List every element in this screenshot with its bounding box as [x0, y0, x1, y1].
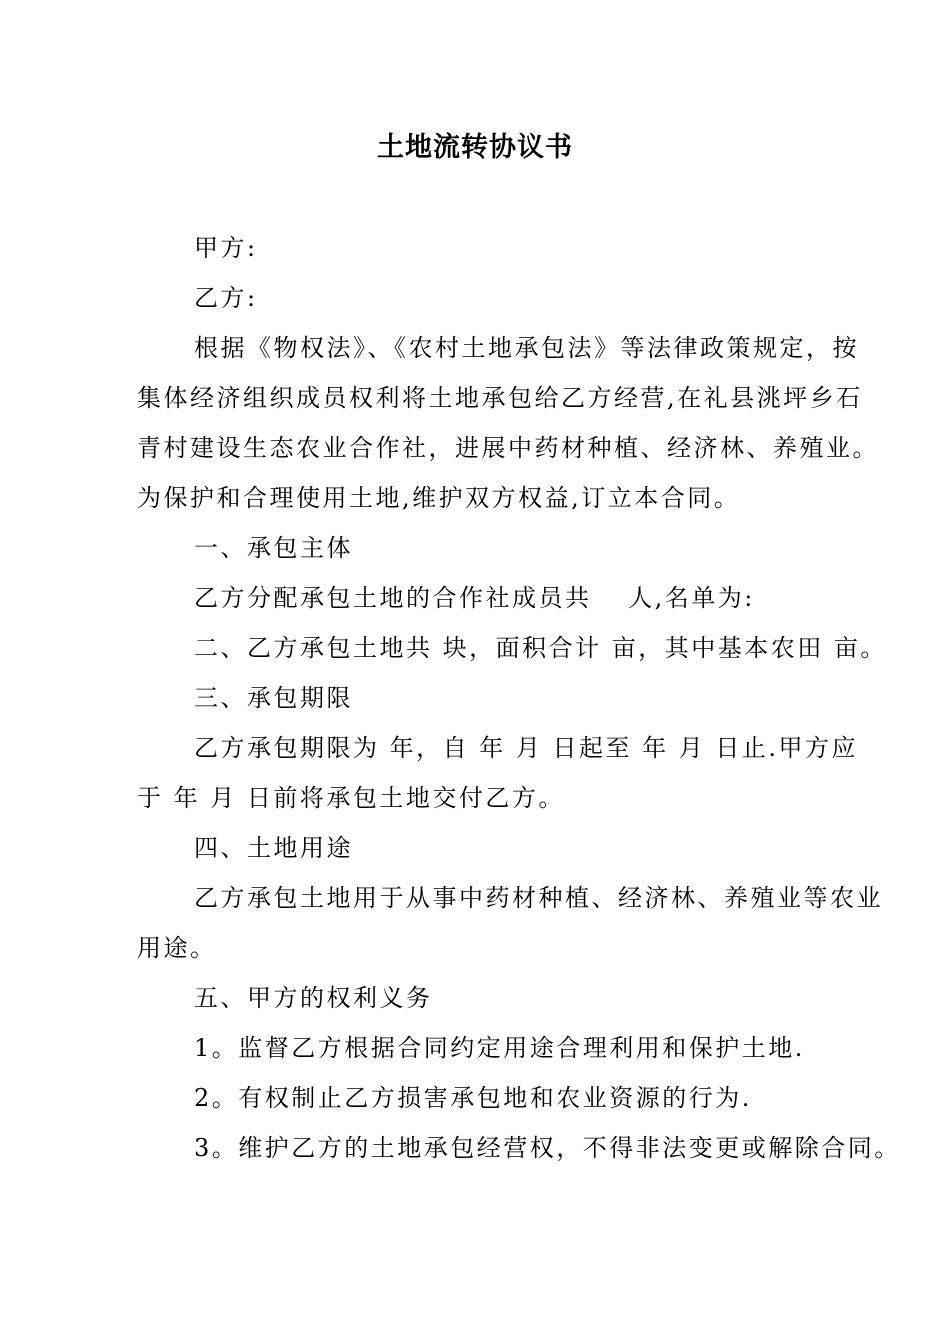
- section-4-body-line-1: 乙方承包土地用于从事中药材种植、经济林、养殖业等农业: [194, 884, 883, 912]
- section-3-body-line-1: 乙方承包期限为 年，自 年 月 日起至 年 月 日止.甲方应: [194, 734, 859, 762]
- section-5-item-2: 2。有权制止乙方损害承包地和农业资源的行为.: [194, 1084, 752, 1112]
- section-heading-1: 一、承包主体: [194, 534, 353, 562]
- section-5-item-3: 3。维护乙方的土地承包经营权，不得非法变更或解除合同。: [194, 1134, 901, 1162]
- party-a-line: 甲方:: [194, 234, 258, 262]
- section-3-body-line-2: 于 年 月 日前将承包土地交付乙方。: [137, 784, 565, 812]
- party-b-line: 乙方:: [194, 284, 258, 312]
- preamble-line-2: 集体经济组织成员权利将土地承包给乙方经营,在礼县洮坪乡石: [137, 384, 863, 412]
- section-1-body: 乙方分配承包土地的合作社成员共 人,名单为:: [194, 584, 755, 612]
- section-heading-3: 三、承包期限: [194, 684, 353, 712]
- preamble-line-3: 青村建设生态农业合作社，进展中药材种植、经济林、养殖业。: [137, 434, 879, 462]
- section-2-line: 二、乙方承包土地共 块，面积合计 亩，其中基本农田 亩。: [194, 634, 887, 662]
- preamble-line-4: 为保护和合理使用土地,维护双方权益,订立本合同。: [137, 484, 741, 512]
- section-4-body-line-2: 用途。: [137, 934, 217, 962]
- section-heading-5: 五、甲方的权利义务: [194, 984, 433, 1012]
- section-5-item-1: 1。监督乙方根据合同约定用途合理利用和保护土地.: [194, 1034, 805, 1062]
- preamble-line-1: 根据《物权法》、《农村土地承包法》等法律政策规定，按: [194, 334, 859, 362]
- section-heading-4: 四、土地用途: [194, 834, 353, 862]
- document-title: 土地流转协议书: [377, 132, 573, 163]
